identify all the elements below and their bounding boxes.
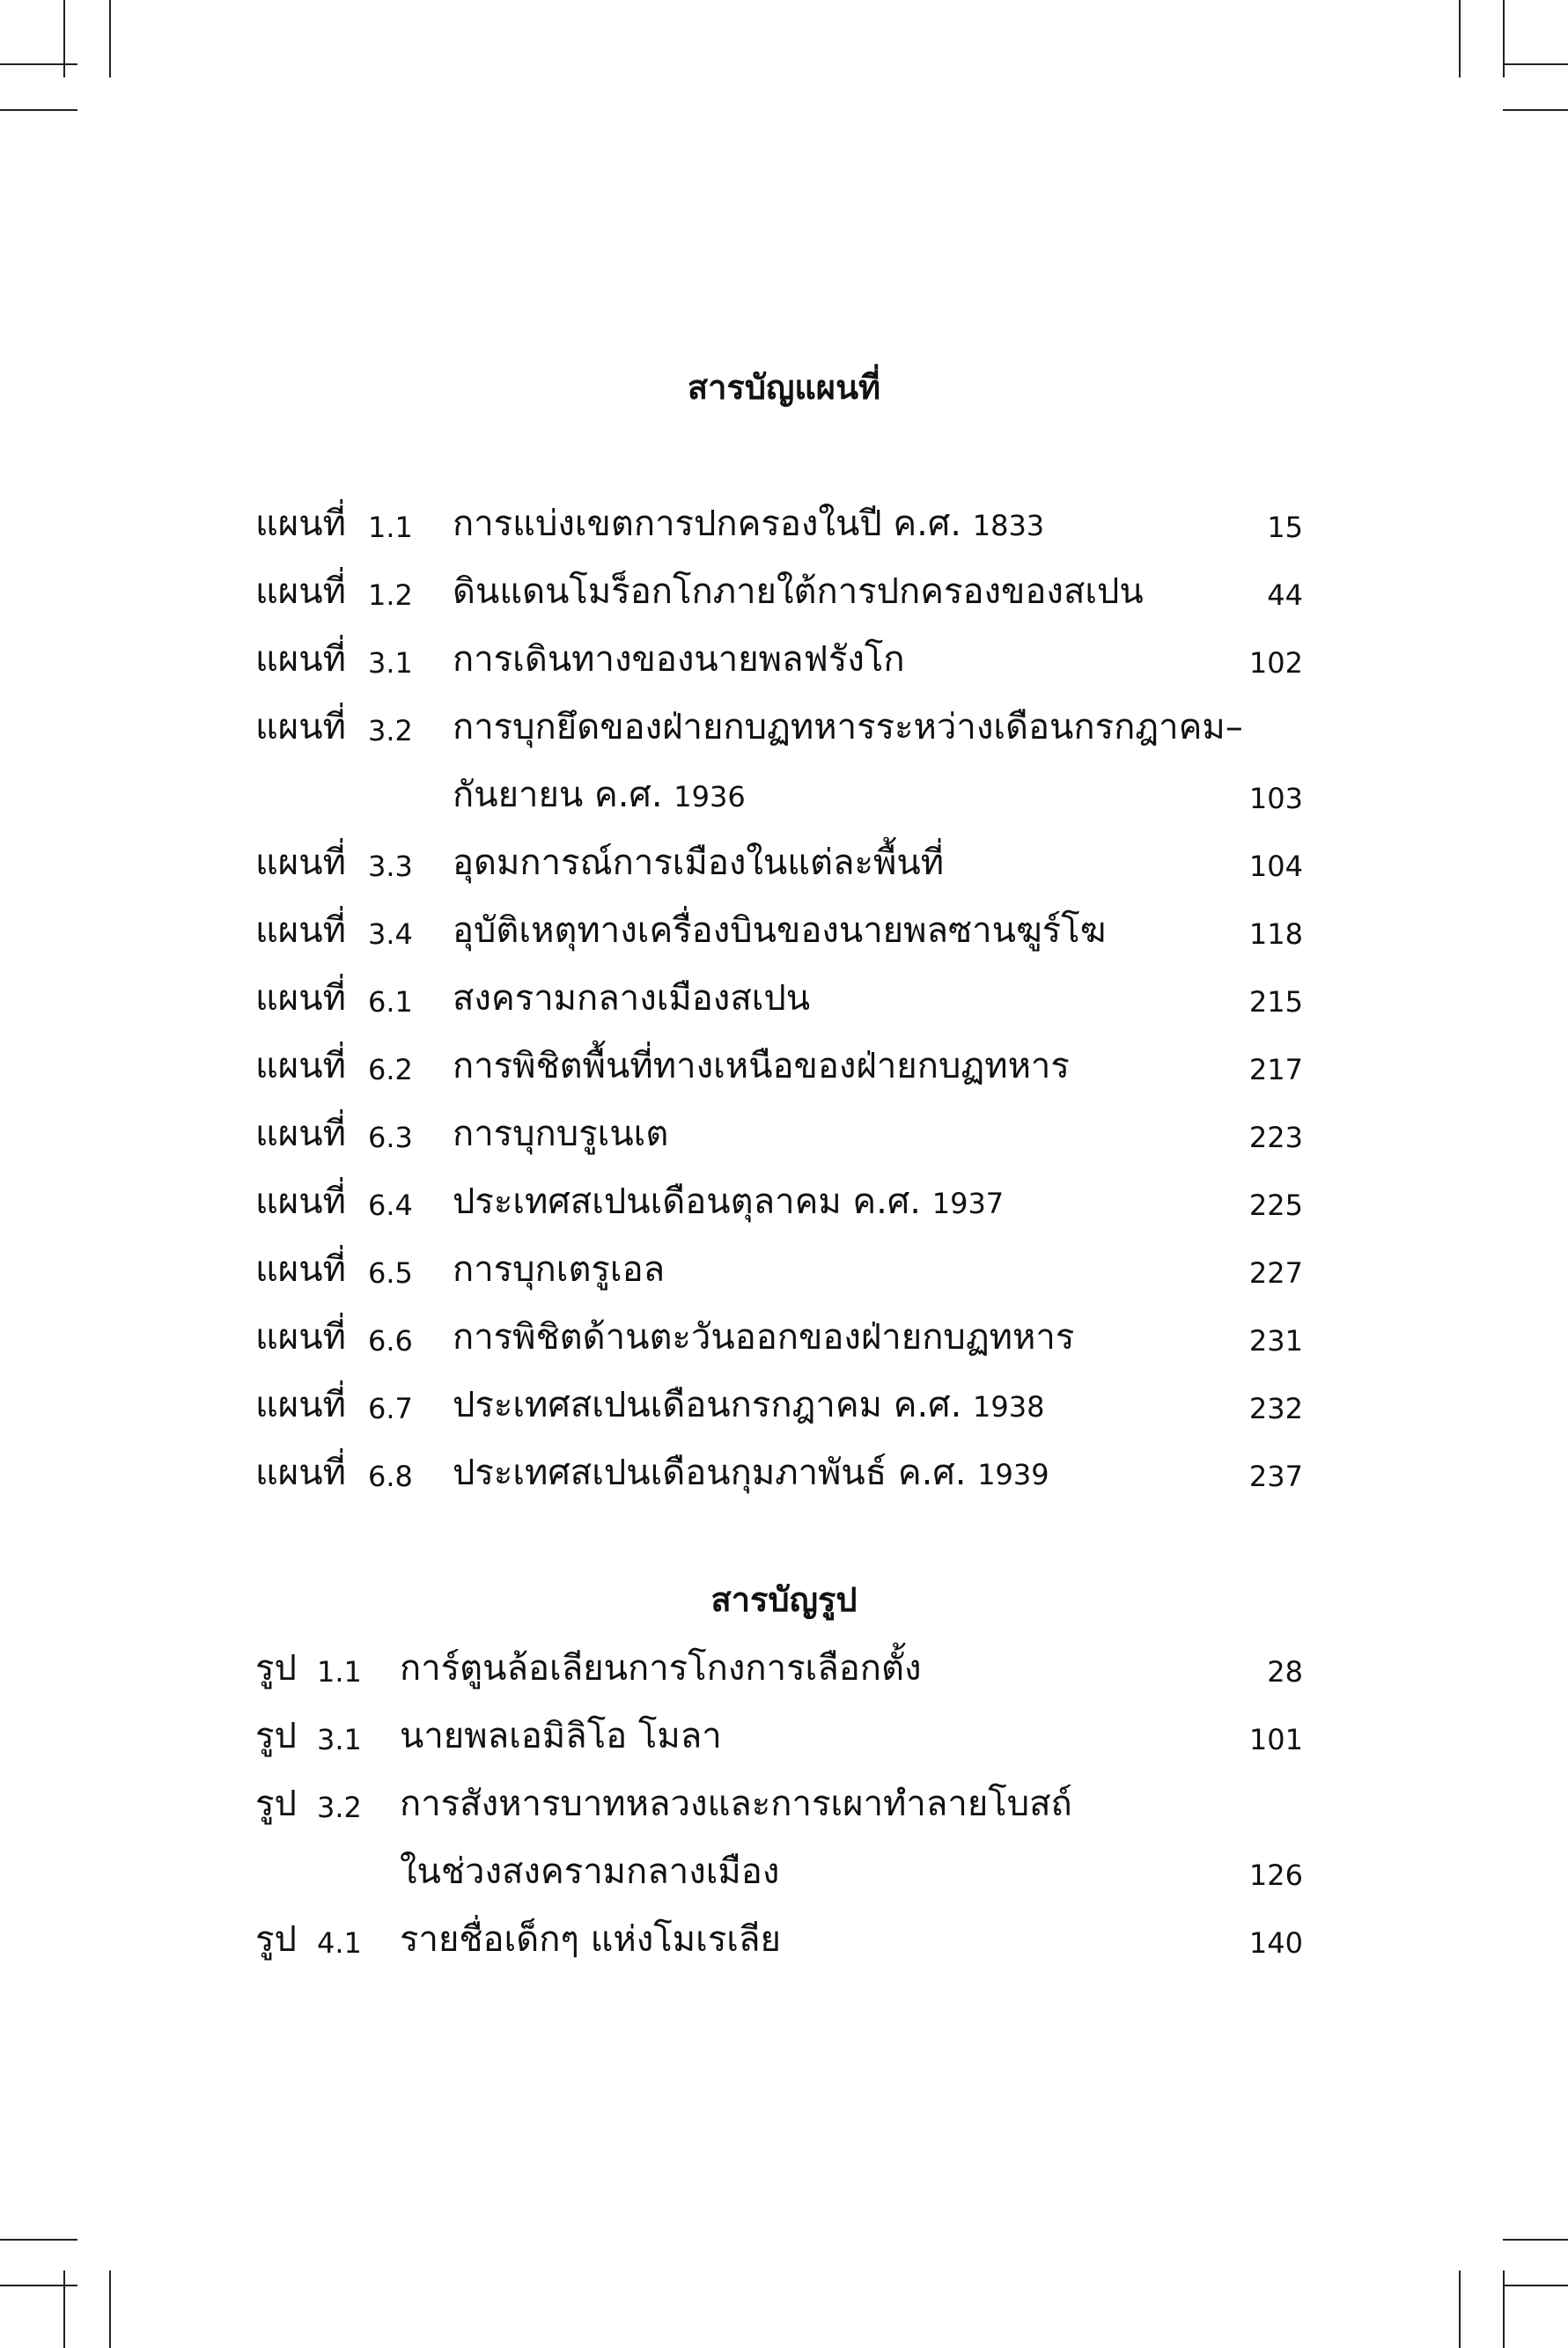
entry-page: 104 [1248,850,1303,883]
entry-page: 225 [1248,1189,1303,1222]
entry-label: แผนที่ [255,1046,346,1086]
map-entry [255,629,1303,690]
entry-title: กันยายน ค.ศ. 1936 [453,775,746,815]
entry-label: รูป [255,1919,297,1960]
map-entry [255,1239,1303,1300]
entry-label: แผนที่ [255,1249,346,1290]
crop-mark [63,2271,65,2348]
entry-title: ประเทศสเปนเดือนกุมภาพันธ์ ค.ศ. 1939 [453,1453,1049,1493]
entry-page: 101 [1248,1723,1303,1756]
entry-number: 3.1 [317,1723,362,1756]
entry-number: 6.6 [368,1324,413,1358]
figures-heading: สารบัญรูป [710,1580,858,1619]
crop-mark [1503,109,1568,111]
maps-heading: สารบัญแผนที่ [687,368,881,407]
entry-number: 1.1 [368,511,413,544]
entry-title: การแบ่งเขตการปกครองในปี ค.ศ. 1833 [453,504,1045,544]
entry-title: ดินแดนโมร็อกโกภายใต้การปกครองของสเปน [453,571,1144,612]
entry-page: 28 [1267,1655,1303,1689]
entry-page: 227 [1248,1256,1303,1290]
entry-page: 118 [1248,917,1303,951]
entry-title: การเดินทางของนายพลฟรังโก [453,639,905,680]
map-entry [255,696,1303,758]
entry-label: แผนที่ [255,1317,346,1358]
figure-entry [255,1638,1303,1699]
entry-page: 103 [1248,782,1303,815]
entry-number: 6.3 [368,1121,413,1154]
map-entry [255,968,1303,1029]
entry-year: 1833 [972,509,1045,542]
figure-entry [255,1705,1303,1767]
entry-page: 140 [1248,1926,1303,1960]
crop-mark [1503,2239,1568,2241]
entry-number: 1.2 [368,578,413,612]
entry-number: 6.1 [368,985,413,1019]
entry-title: นายพลเอมิลิโอ โมลา [400,1716,722,1756]
entry-number: 3.4 [368,917,413,951]
entry-page: 223 [1248,1121,1303,1154]
crop-mark [1459,2271,1461,2348]
entry-label: แผนที่ [255,1181,346,1222]
crop-mark [0,63,77,65]
map-entry [255,1103,1303,1165]
entry-label: แผนที่ [255,843,346,883]
entry-label: แผนที่ [255,1114,346,1154]
entry-page: 232 [1248,1392,1303,1425]
entry-year: 1938 [973,1390,1045,1424]
entry-number: 6.5 [368,1256,413,1290]
entry-number: 6.8 [368,1460,413,1493]
crop-mark [0,109,77,111]
map-entry-continuation [255,764,1303,826]
entry-number: 1.1 [317,1655,362,1689]
crop-mark [0,2239,77,2241]
entry-title: การบุกเตรูเอล [453,1249,666,1290]
entry-page: 237 [1248,1460,1303,1493]
entry-title: อุบัติเหตุทางเครื่องบินของนายพลซานฆูร์โฆ [453,910,1107,951]
entry-year: 1937 [931,1187,1005,1220]
entry-year: 1936 [674,780,746,813]
entry-title: การ์ตูนล้อเลียนการโกงการเลือกตั้ง [400,1648,922,1689]
entry-label: แผนที่ [255,639,346,680]
entry-title: ประเทศสเปนเดือนกรกฎาคม ค.ศ. 1938 [453,1385,1045,1425]
figure-entry [255,1773,1303,1835]
map-entry [255,1171,1303,1233]
crop-mark [1503,63,1568,65]
entry-label: แผนที่ [255,1385,346,1425]
map-entry [255,1035,1303,1097]
entry-number: 6.7 [368,1392,413,1425]
map-entry [255,493,1303,555]
entry-title: การบุกยึดของฝ่ายกบฏทหารระหว่างเดือนกรกฎาคม– [453,707,1243,747]
crop-mark [1503,2285,1568,2286]
crop-mark [1503,2271,1505,2348]
crop-mark [109,2271,111,2348]
entry-label: แผนที่ [255,1453,346,1493]
entry-number: 6.2 [368,1053,413,1086]
entry-title: การพิชิตพื้นที่ทางเหนือของฝ่ายกบฏทหาร [453,1046,1070,1086]
map-entry [255,832,1303,894]
map-entry [255,900,1303,961]
entry-label: แผนที่ [255,910,346,951]
entry-title: การพิชิตด้านตะวันออกของฝ่ายกบฏทหาร [453,1317,1075,1358]
figure-entry-continuation [255,1841,1303,1903]
entry-title: ประเทศสเปนเดือนตุลาคม ค.ศ. 1937 [453,1181,1005,1222]
entry-page: 44 [1267,578,1303,612]
entry-title: ในช่วงสงครามกลางเมือง [400,1851,780,1892]
entry-number: 3.2 [368,714,413,747]
entry-label: แผนที่ [255,707,346,747]
crop-mark [63,0,65,77]
crop-mark [1459,0,1461,77]
entry-number: 4.1 [317,1926,362,1960]
entry-title: การสังหารบาทหลวงและการเผาทำลายโบสถ์ [400,1784,1072,1824]
entry-label: แผนที่ [255,978,346,1019]
entry-label: รูป [255,1784,297,1824]
entry-title: อุดมการณ์การเมืองในแต่ละพื้นที่ [453,843,945,883]
entry-label: รูป [255,1716,297,1756]
crop-mark [1503,0,1505,77]
entry-label: รูป [255,1648,297,1689]
entry-page: 215 [1248,985,1303,1019]
entry-label: แผนที่ [255,571,346,612]
entry-number: 3.1 [368,646,413,680]
crop-mark [109,0,111,77]
map-entry [255,1442,1303,1504]
entry-year: 1939 [977,1458,1049,1491]
entry-title: การบุกบรูเนเต [453,1114,669,1154]
entry-page: 217 [1248,1053,1303,1086]
map-entry [255,1374,1303,1436]
entry-number: 3.2 [317,1791,362,1824]
crop-mark [0,2285,77,2286]
entry-page: 15 [1267,511,1303,544]
entry-title: สงครามกลางเมืองสเปน [453,978,811,1019]
map-entry [255,1306,1303,1368]
entry-number: 3.3 [368,850,413,883]
entry-page: 231 [1248,1324,1303,1358]
map-entry [255,561,1303,622]
entry-page: 102 [1248,646,1303,680]
figure-entry [255,1909,1303,1970]
entry-page: 126 [1248,1859,1303,1892]
entry-label: แผนที่ [255,504,346,544]
entry-title: รายชื่อเด็กๆ แห่งโมเรเลีย [400,1919,781,1960]
entry-number: 6.4 [368,1189,413,1222]
